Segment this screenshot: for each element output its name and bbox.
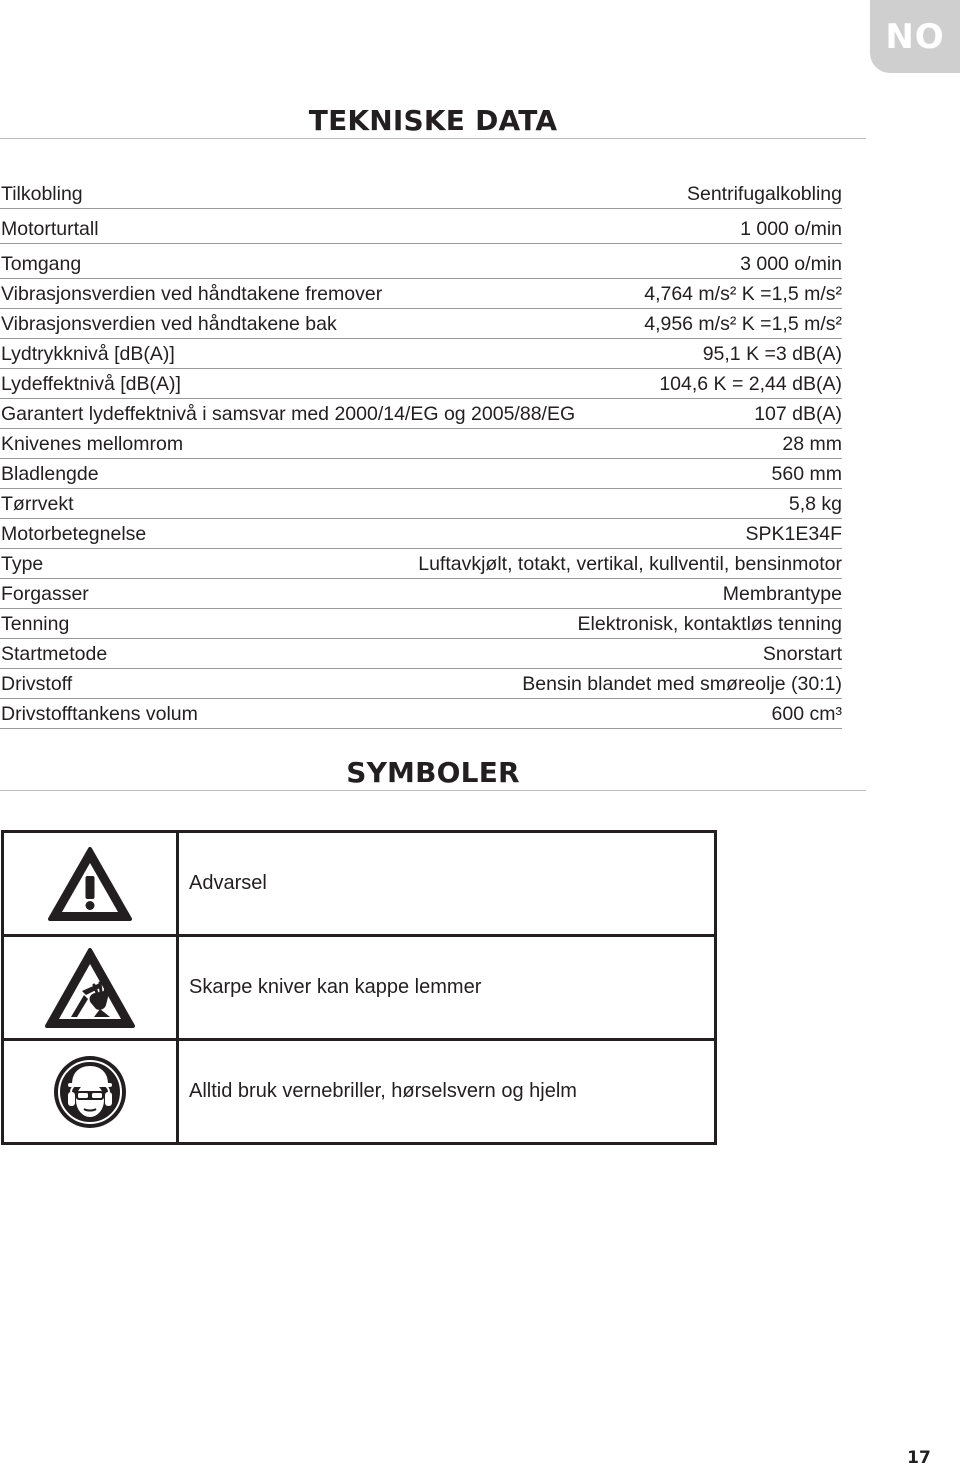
spec-label: Vibrasjonsverdien ved håndtakene fremover (1, 283, 383, 305)
spec-value: 104,6 K = 2,44 dB(A) (659, 373, 842, 395)
spec-label: Vibrasjonsverdien ved håndtakene bak (1, 313, 337, 335)
spec-row (0, 459, 842, 489)
spec-value: 560 mm (771, 463, 842, 485)
spec-value: Elektronisk, kontaktløs tenning (577, 613, 842, 635)
spec-value: Luftavkjølt, totakt, vertikal, kullventil, bensinmotor (418, 553, 842, 575)
spec-row (0, 279, 842, 309)
spec-row (0, 369, 842, 399)
spec-row (0, 669, 842, 699)
spec-label: Motorturtall (1, 218, 99, 240)
symbol-text: Skarpe kniver kan kappe lemmer (178, 936, 716, 1040)
spec-value: 1 000 o/min (740, 218, 842, 240)
spec-label: Tomgang (1, 253, 82, 275)
spec-value: 600 cm³ (771, 703, 842, 725)
spec-row (0, 244, 842, 279)
spec-row (0, 429, 842, 459)
spec-row (0, 699, 842, 729)
spec-value: Snorstart (762, 643, 842, 665)
spec-row (0, 609, 842, 639)
spec-label: Type (1, 553, 44, 575)
spec-label: Forgasser (1, 583, 89, 605)
symbol-row (3, 1040, 716, 1144)
symbol-icon-cell (3, 832, 178, 936)
spec-row (0, 489, 842, 519)
spec-value: Membrantype (722, 583, 842, 605)
spec-value: 107 dB(A) (754, 403, 842, 425)
symbol-icon-cell (3, 936, 178, 1040)
spec-value: 4,764 m/s² K =1,5 m/s² (644, 283, 842, 305)
spec-label: Tørrvekt (1, 493, 74, 515)
spec-label: Drivstoff (1, 673, 73, 695)
spec-value: Bensin blandet med smøreolje (30:1) (522, 673, 842, 695)
spec-row (0, 579, 842, 609)
spec-label: Bladlengde (1, 463, 99, 485)
spec-value: 95,1 K =3 dB(A) (702, 343, 842, 365)
spec-label: Tenning (1, 613, 70, 635)
spec-table (0, 174, 842, 729)
symbols-title: SYMBOLER (346, 756, 520, 789)
spec-row (0, 309, 842, 339)
title-divider (0, 790, 866, 791)
spec-label: Lydeffektnivå [dB(A)] (1, 373, 181, 395)
protective-gear-icon (52, 1054, 128, 1130)
spec-row (0, 174, 842, 209)
spec-row (0, 519, 842, 549)
page-number: 17 (907, 1448, 931, 1468)
spec-row (0, 399, 842, 429)
spec-value: Sentrifugalkobling (686, 183, 842, 205)
spec-label: Garantert lydeffektnivå i samsvar med 2000/14/EG og 2005/88/EG (1, 403, 576, 425)
spec-value: SPK1E34F (745, 523, 842, 545)
spec-row (0, 549, 842, 579)
sharp-blades-hand-icon (44, 947, 136, 1029)
spec-label: Lydtrykknivå [dB(A)] (1, 343, 175, 365)
spec-label: Knivenes mellomrom (1, 433, 184, 455)
spec-value: 5,8 kg (788, 493, 842, 515)
spec-label: Tilkobling (1, 183, 83, 205)
symbol-text: Advarsel (178, 832, 716, 936)
spec-label: Startmetode (1, 643, 108, 665)
spec-value: 28 mm (782, 433, 842, 455)
tech-data-title: TEKNISKE DATA (308, 104, 558, 137)
symbol-icon-cell (3, 1040, 178, 1144)
symbol-row (3, 936, 716, 1040)
spec-row (0, 639, 842, 669)
spec-label: Motorbetegnelse (1, 523, 147, 545)
spec-value: 3 000 o/min (740, 253, 842, 275)
spec-value: 4,956 m/s² K =1,5 m/s² (644, 313, 842, 335)
spec-row (0, 339, 842, 369)
symbols-table (1, 830, 717, 1145)
title-divider (0, 138, 866, 139)
spec-label: Drivstofftankens volum (1, 703, 198, 725)
symbol-text: Alltid bruk vernebriller, hørselsvern og hjelm (178, 1040, 716, 1144)
warning-triangle-icon (47, 846, 133, 922)
language-tab: NO (870, 0, 960, 73)
spec-row (0, 209, 842, 244)
symbol-row (3, 832, 716, 936)
